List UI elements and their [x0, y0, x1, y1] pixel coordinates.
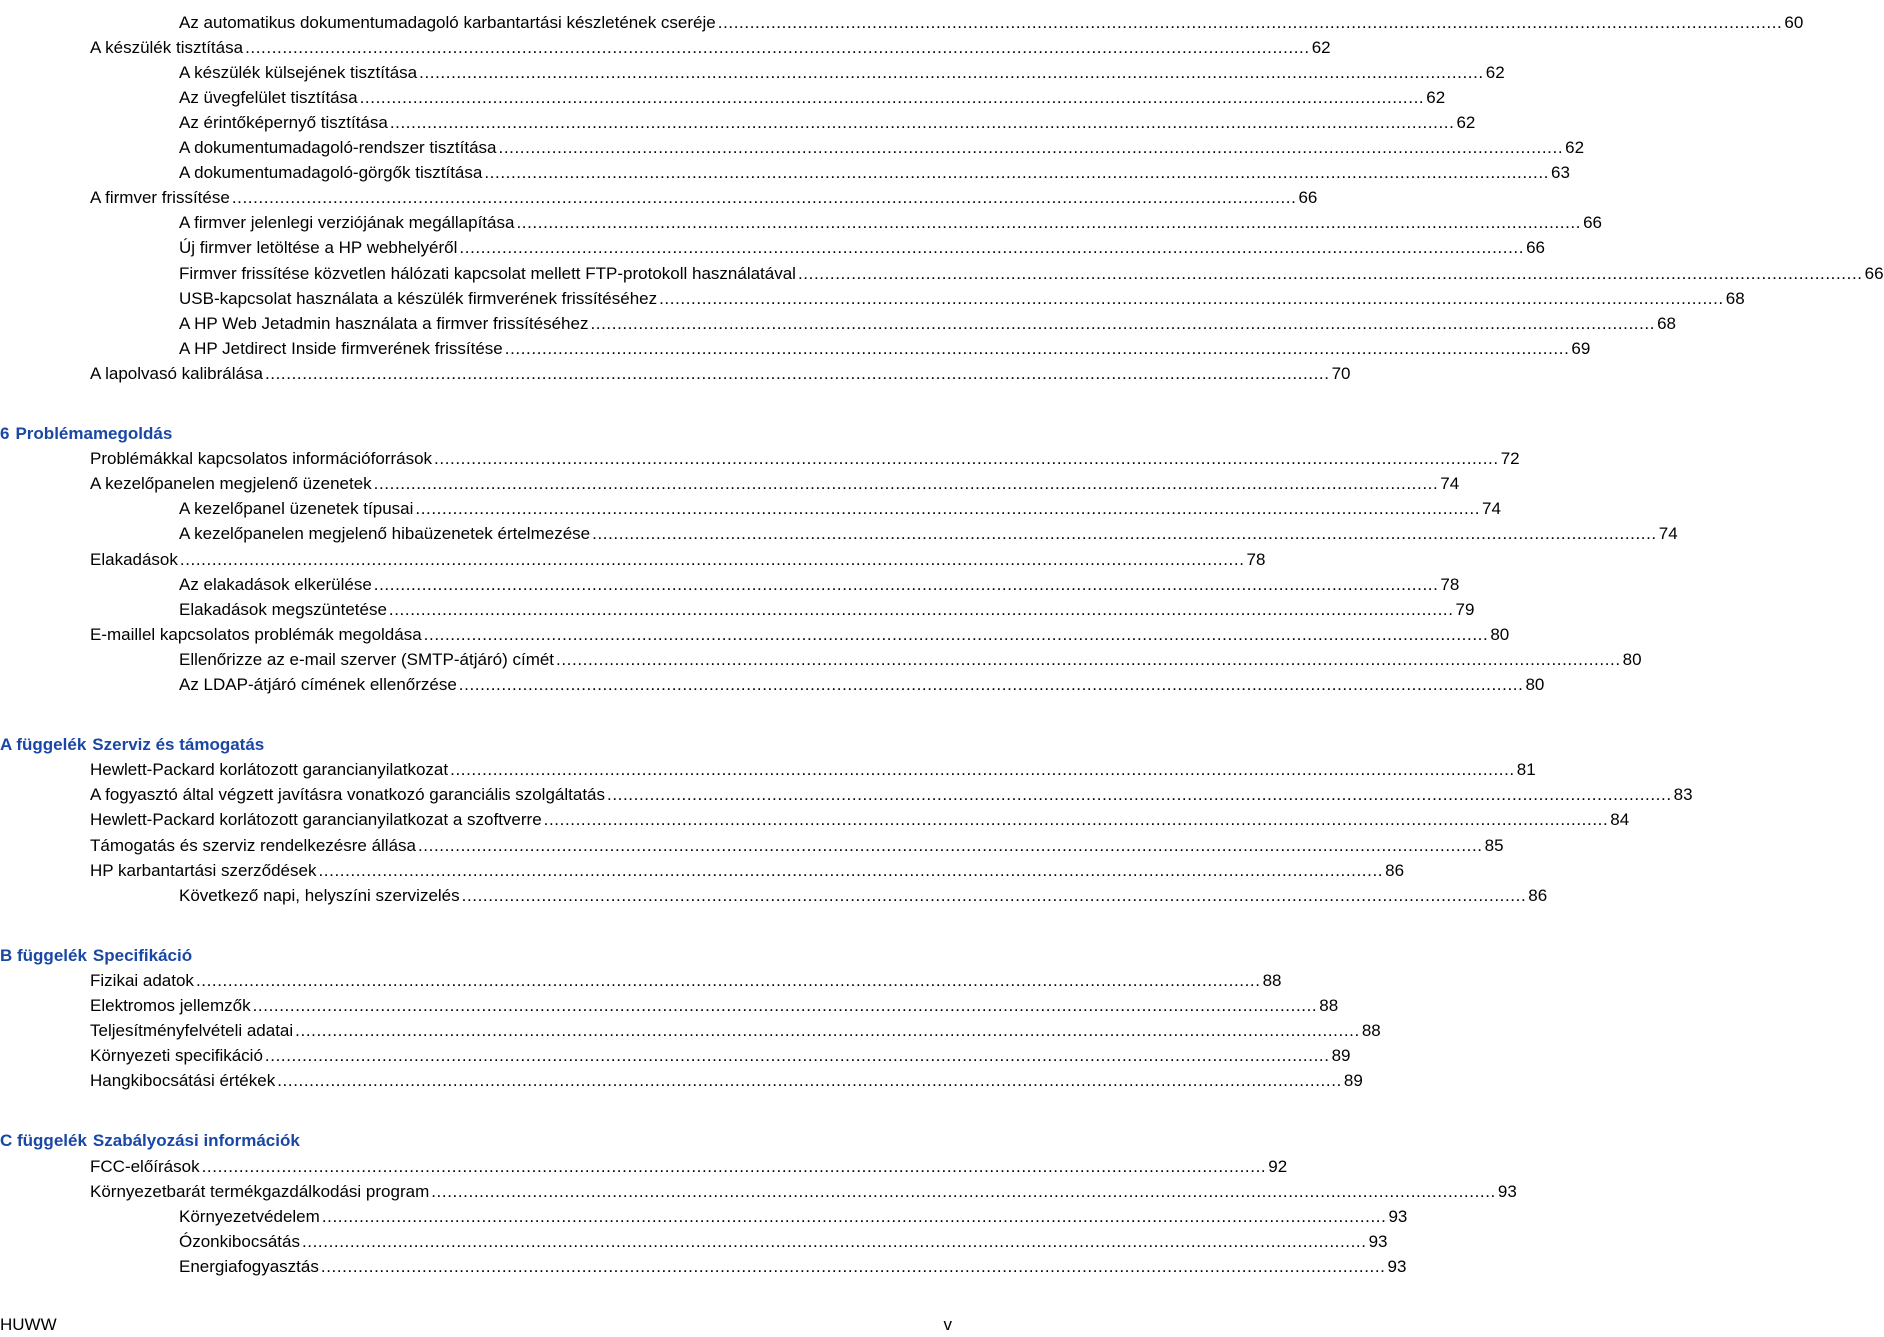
toc-entry-page: 86	[1385, 860, 1405, 880]
toc-entry-page: 80	[1525, 675, 1545, 694]
toc-entry-page: 70	[1331, 363, 1351, 383]
toc-entry-page: 68	[1725, 288, 1745, 308]
toc-entry[interactable]	[90, 1043, 1351, 1068]
toc-entry-page: 79	[1455, 599, 1475, 619]
toc-entry-title: Elakadások	[90, 549, 178, 569]
toc-entry-title: Teljesítményfelvételi adatai	[90, 1021, 294, 1041]
dot-leader: ........................................................................................................................................................................................................	[434, 449, 1499, 469]
dot-leader: ........................................................................................................................................................................................................	[450, 760, 1515, 780]
toc-entry-page: 60	[1784, 12, 1804, 32]
dot-leader: ........................................................................................................................................................................................................	[388, 599, 1454, 619]
toc-entry-page: 74	[1440, 474, 1460, 494]
section-title: Problémamegoldás	[15, 424, 173, 443]
toc-entry-page: 93	[1387, 1256, 1407, 1276]
toc-entry[interactable]	[90, 993, 1339, 1018]
toc-entry-title: FCC-előírások	[90, 1156, 200, 1176]
toc-entry-title: A kezelőpanel üzenetek típusai	[179, 499, 414, 519]
toc-entry-title: Az LDAP-átjáró címének ellenőrzése	[179, 675, 457, 694]
dot-leader: ........................................................................................................................................................................................................	[516, 213, 1582, 233]
footer-doc-code: HUWW	[0, 1315, 57, 1334]
section-title: Specifikáció	[92, 945, 193, 965]
section-title: Szabályozási információk	[92, 1131, 300, 1151]
toc-entry[interactable]	[179, 672, 1545, 697]
toc-entry-page: 66	[1864, 263, 1884, 283]
dot-leader: ........................................................................................................................................................................................................	[797, 263, 1863, 283]
toc-entry-title: Az érintőképernyő tisztítása	[179, 112, 388, 132]
dot-leader: ........................................................................................................................................................................................................	[417, 835, 1483, 855]
dot-leader: ........................................................................................................................................................................................................	[389, 112, 1455, 132]
dot-leader: ........................................................................................................................................................................................................	[318, 860, 1384, 880]
toc-entry[interactable]	[179, 60, 1505, 85]
toc-entry-page: 78	[1246, 549, 1266, 569]
toc-entry[interactable]	[179, 1229, 1388, 1254]
dot-leader: ........................................................................................................................................................................................................	[320, 1256, 1386, 1276]
section-heading	[0, 421, 172, 446]
toc-entry[interactable]	[179, 261, 1884, 286]
dot-leader: ........................................................................................................................................................................................................	[458, 675, 1524, 694]
toc-entry-page: 93	[1368, 1231, 1388, 1251]
toc-entry-title: A dokumentumadagoló-rendszer tisztítása	[179, 138, 497, 157]
dot-leader: ........................................................................................................................................................................................................	[252, 996, 1318, 1015]
dot-leader: ........................................................................................................................................................................................................	[231, 188, 1297, 208]
section-number: C függelék	[0, 1131, 87, 1151]
toc-entry[interactable]	[90, 1179, 1517, 1204]
section-number: B függelék	[0, 945, 87, 965]
toc-entry-title: Hangkibocsátási értékek	[90, 1071, 276, 1091]
toc-entry[interactable]	[179, 572, 1460, 597]
toc-entry-title: A készülék tisztítása	[90, 37, 244, 57]
toc-entry-page: 84	[1610, 810, 1630, 830]
toc-entry-title: A HP Jetdirect Inside firmverének frissítése	[179, 338, 503, 358]
section-heading	[0, 943, 192, 968]
toc-entry-title: Környezetbarát termékgazdálkodási program	[90, 1181, 430, 1201]
toc-entry[interactable]	[90, 757, 1536, 782]
dot-leader: ........................................................................................................................................................................................................	[373, 474, 1439, 494]
toc-entry-page: 83	[1673, 785, 1693, 805]
dot-leader: ........................................................................................................................................................................................................	[717, 12, 1783, 32]
toc-entry-page: 62	[1311, 37, 1331, 57]
toc-entry[interactable]	[179, 647, 1642, 672]
dot-leader: ........................................................................................................................................................................................................	[295, 1021, 1360, 1041]
toc-entry-page: 62	[1426, 87, 1446, 107]
toc-entry[interactable]	[179, 210, 1603, 235]
toc-entry[interactable]	[179, 110, 1476, 135]
toc-entry-page: 92	[1268, 1156, 1288, 1176]
toc-entry-page: 68	[1657, 313, 1677, 333]
toc-entry-page: 63	[1550, 163, 1570, 183]
section-heading	[0, 732, 264, 757]
dot-leader: ........................................................................................................................................................................................................	[431, 1181, 1496, 1201]
dot-leader: ........................................................................................................................................................................................................	[423, 624, 1489, 644]
toc-entry[interactable]	[179, 85, 1446, 110]
toc-entry-page: 62	[1565, 138, 1585, 157]
toc-entry-page: 88	[1319, 996, 1339, 1015]
dot-leader: ........................................................................................................................................................................................................	[277, 1071, 1342, 1091]
toc-entry[interactable]	[90, 547, 1266, 572]
toc-entry-title: USB-kapcsolat használata a készülék firmverének frissítéséhez	[179, 288, 658, 308]
dot-leader: ........................................................................................................................................................................................................	[321, 1206, 1387, 1226]
toc-entry-title: Elakadások megszüntetése	[179, 599, 387, 619]
toc-entry[interactable]	[179, 10, 1804, 35]
dot-leader: ........................................................................................................................................................................................................	[195, 970, 1261, 990]
dot-leader: ........................................................................................................................................................................................................	[543, 810, 1609, 830]
toc-entry-page: 80	[1490, 624, 1510, 644]
toc-entry-title: A firmver frissítése	[90, 188, 230, 208]
dot-leader: ........................................................................................................................................................................................................	[504, 338, 1570, 358]
toc-entry-title: Környezetvédelem	[179, 1206, 320, 1226]
toc-entry-title: Hewlett-Packard korlátozott garancianyilatkozat a szoftverre	[90, 810, 542, 830]
toc-entry-title: Ellenőrizze az e-mail szerver (SMTP-átjáró) címét	[179, 649, 555, 669]
toc-entry-title: Támogatás és szerviz rendelkezésre állása	[90, 835, 416, 855]
toc-entry-page: 74	[1658, 524, 1678, 544]
dot-leader: ........................................................................................................................................................................................................	[484, 163, 1549, 183]
dot-leader: ........................................................................................................................................................................................................	[301, 1231, 1367, 1251]
dot-leader: ........................................................................................................................................................................................................	[498, 138, 1564, 157]
section-heading	[0, 1128, 300, 1153]
toc-entry[interactable]	[90, 622, 1510, 647]
toc-entry-page: 66	[1583, 213, 1603, 233]
toc-entry-title: Hewlett-Packard korlátozott garancianyilatkozat	[90, 760, 449, 780]
toc-entry-title: Következő napi, helyszíni szervizelés	[179, 885, 460, 905]
toc-entry[interactable]	[90, 361, 1351, 386]
toc-entry[interactable]	[90, 782, 1693, 807]
toc-entry-title: A kezelőpanelen megjelenő üzenetek	[90, 474, 372, 494]
toc-entry-page: 78	[1440, 574, 1460, 594]
dot-leader: ........................................................................................................................................................................................................	[201, 1156, 1267, 1176]
toc-entry-page: 89	[1331, 1046, 1351, 1066]
toc-entry-page: 69	[1571, 338, 1591, 358]
toc-entry-page: 62	[1485, 62, 1505, 82]
toc-entry[interactable]	[179, 135, 1585, 160]
toc-entry[interactable]	[179, 496, 1501, 521]
dot-leader: ........................................................................................................................................................................................................	[592, 524, 1657, 544]
toc-entry[interactable]	[90, 807, 1630, 832]
toc-entry[interactable]	[179, 1204, 1408, 1229]
toc-entry[interactable]	[90, 833, 1504, 858]
dot-leader: ........................................................................................................................................................................................................	[461, 885, 1527, 905]
toc-entry[interactable]	[90, 35, 1331, 60]
toc-entry[interactable]	[90, 858, 1405, 883]
toc-entry-title: E-maillel kapcsolatos problémák megoldása	[90, 624, 422, 644]
toc-entry[interactable]	[179, 160, 1570, 185]
dot-leader: ........................................................................................................................................................................................................	[607, 785, 1672, 805]
dot-leader: ........................................................................................................................................................................................................	[659, 288, 1724, 308]
toc-entry[interactable]	[90, 185, 1318, 210]
toc-entry-page: 88	[1262, 970, 1282, 990]
toc-entry[interactable]	[90, 1068, 1363, 1093]
toc-entry[interactable]	[179, 311, 1677, 336]
toc-entry-title: Elektromos jellemzők	[90, 996, 251, 1015]
toc-entry-page: 62	[1456, 112, 1476, 132]
toc-entry-title: A dokumentumadagoló-görgők tisztítása	[179, 163, 483, 183]
dot-leader: ........................................................................................................................................................................................................	[359, 87, 1425, 107]
toc-entry[interactable]	[179, 235, 1545, 260]
toc-entry[interactable]	[179, 597, 1475, 622]
toc-entry-title: Új firmver letöltése a HP webhelyéről	[179, 238, 458, 258]
dot-leader: ........................................................................................................................................................................................................	[264, 1046, 1330, 1066]
toc-entry[interactable]	[179, 286, 1745, 311]
toc-entry-title: Firmver frissítése közvetlen hálózati kapcsolat mellett FTP-protokoll használatával	[179, 263, 796, 283]
toc-entry-title: Környezeti specifikáció	[90, 1046, 263, 1066]
toc-entry[interactable]	[90, 1154, 1288, 1179]
dot-leader: ........................................................................................................................................................................................................	[556, 649, 1621, 669]
toc-entry[interactable]	[179, 883, 1548, 908]
toc-entry-page: 89	[1343, 1071, 1363, 1091]
toc-entry-title: HP karbantartási szerződések	[90, 860, 317, 880]
toc-entry[interactable]	[90, 1018, 1381, 1043]
toc-entry-page: 74	[1482, 499, 1501, 519]
section-title: Szerviz és támogatás	[92, 735, 265, 755]
toc-entry[interactable]	[90, 471, 1460, 496]
toc-entry-title: A készülék külsejének tisztítása	[179, 62, 418, 82]
toc-entry-page: 93	[1497, 1181, 1517, 1201]
footer-page-number: v	[943, 1315, 952, 1334]
toc-entry-page: 66	[1526, 238, 1545, 258]
toc-entry-page: 81	[1516, 760, 1536, 780]
dot-leader: ........................................................................................................................................................................................................	[179, 549, 1245, 569]
toc-entry-title: Energiafogyasztás	[179, 1256, 319, 1276]
toc-entry-title: Az üvegfelület tisztítása	[179, 87, 358, 107]
dot-leader: ........................................................................................................................................................................................................	[459, 238, 1525, 258]
toc-entry-page: 86	[1528, 885, 1548, 905]
section-number: A függelék	[0, 735, 87, 755]
toc-entry-title: Problémákkal kapcsolatos információforrások	[90, 449, 433, 469]
dot-leader: ........................................................................................................................................................................................................	[264, 363, 1330, 383]
toc-entry[interactable]	[179, 1254, 1407, 1279]
toc-entry-page: 88	[1361, 1021, 1381, 1041]
dot-leader: ........................................................................................................................................................................................................	[590, 313, 1656, 333]
toc-entry-title: Az elakadások elkerülése	[179, 574, 372, 594]
toc-entry-title: A HP Web Jetadmin használata a firmver frissítéséhez	[179, 313, 589, 333]
toc-entry-title: A lapolvasó kalibrálása	[90, 363, 263, 383]
toc-entry-page: 72	[1500, 449, 1520, 469]
toc-entry-page: 80	[1622, 649, 1642, 669]
toc-entry-title: A fogyasztó által végzett javításra vonatkozó garanciális szolgáltatás	[90, 785, 606, 805]
toc-entry[interactable]	[90, 968, 1282, 993]
toc-entry-title: Az automatikus dokumentumadagoló karbantartási készletének cseréje	[179, 12, 716, 32]
section-number: 6	[0, 424, 10, 443]
toc-entry[interactable]	[179, 521, 1678, 546]
toc-entry-page: 93	[1388, 1206, 1408, 1226]
toc-entry-page: 85	[1484, 835, 1504, 855]
toc-entry[interactable]	[90, 446, 1520, 471]
toc-entry-title: Ózonkibocsátás	[179, 1231, 300, 1251]
toc-entry-title: A firmver jelenlegi verziójának megállapítása	[179, 213, 515, 233]
dot-leader: ........................................................................................................................................................................................................	[415, 499, 1481, 519]
dot-leader: ........................................................................................................................................................................................................	[373, 574, 1439, 594]
toc-entry[interactable]	[179, 336, 1591, 361]
toc-entry-title: Fizikai adatok	[90, 970, 194, 990]
dot-leader: ........................................................................................................................................................................................................	[245, 37, 1310, 57]
toc-entry-page: 66	[1298, 188, 1318, 208]
toc-entry-title: A kezelőpanelen megjelenő hibaüzenetek értelmezése	[179, 524, 591, 544]
dot-leader: ........................................................................................................................................................................................................	[419, 62, 1484, 82]
